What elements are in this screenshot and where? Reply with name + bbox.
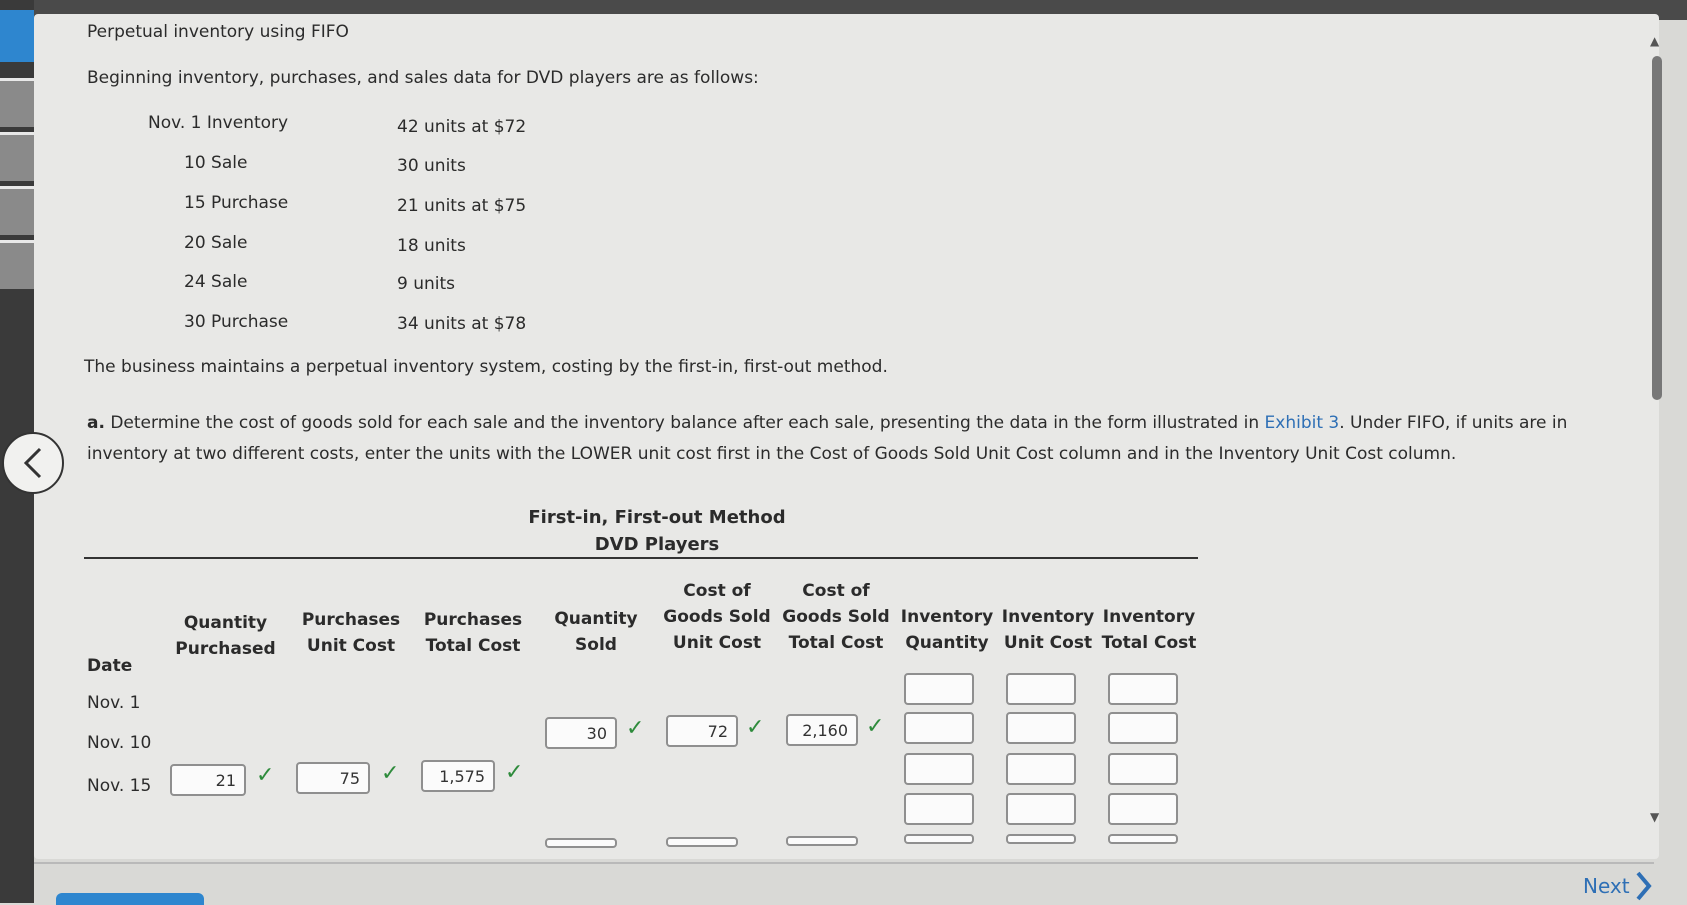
row-date: Nov. 1 <box>87 693 141 713</box>
table-subtitle: DVD Players <box>594 534 720 555</box>
col-header-inv-qty: Inventory Quantity <box>900 607 994 653</box>
inv-unit-cost-input[interactable] <box>1006 834 1076 844</box>
cogs-total-cost-input[interactable] <box>786 714 858 746</box>
sidebar-tab[interactable] <box>0 78 34 127</box>
sidebar-tab[interactable] <box>0 240 34 289</box>
cogs-unit-cost-input[interactable] <box>666 715 738 747</box>
col-header-date: Date <box>87 656 133 676</box>
inv-unit-cost-input[interactable] <box>1006 673 1076 705</box>
event-label: 15 Purchase <box>184 193 289 213</box>
problem-title: Perpetual inventory using FIFO <box>87 22 349 42</box>
event-label: 24 Sale <box>184 272 248 292</box>
sidebar-tab[interactable] <box>0 132 34 181</box>
exhibit-link[interactable]: Exhibit 3 <box>1264 413 1340 433</box>
check-icon: ✓ <box>256 763 275 788</box>
col-header-qty-purchased: Quantity Purchased <box>175 613 276 659</box>
footer-divider <box>34 862 1654 864</box>
chevron-right-icon <box>1634 870 1652 902</box>
footer-blue-tab[interactable] <box>56 893 204 905</box>
back-button[interactable] <box>2 432 64 494</box>
col-header-purch-unit-cost: Purchases Unit Cost <box>301 610 401 656</box>
purch-unit-cost-input[interactable] <box>296 762 370 794</box>
cogs-unit-cost-input[interactable] <box>666 837 738 847</box>
col-header-inv-unit-cost: Inventory Unit Cost <box>1001 607 1095 653</box>
sidebar-active-tab[interactable] <box>0 10 34 62</box>
problem-intro: Beginning inventory, purchases, and sales data for DVD players are as follows: <box>87 68 759 88</box>
inv-total-cost-input[interactable] <box>1108 793 1178 825</box>
row-date: Nov. 15 <box>87 776 152 796</box>
event-detail: 18 units <box>397 236 466 256</box>
event-detail: 34 units at $78 <box>397 314 527 334</box>
qty-sold-input[interactable] <box>545 717 617 749</box>
event-detail: 9 units <box>397 274 456 294</box>
inv-unit-cost-input[interactable] <box>1006 753 1076 785</box>
purch-total-cost-input[interactable] <box>421 760 495 792</box>
cogs-total-cost-input[interactable] <box>786 836 858 846</box>
row-date: Nov. 10 <box>87 733 152 753</box>
inv-qty-input[interactable] <box>904 753 974 785</box>
qty-purchased-input[interactable] <box>170 764 246 796</box>
event-detail: 42 units at $72 <box>397 117 527 137</box>
inv-total-cost-input[interactable] <box>1108 712 1178 744</box>
inv-qty-input[interactable] <box>904 793 974 825</box>
chevron-left-icon <box>18 445 48 481</box>
inv-total-cost-input[interactable] <box>1108 834 1178 844</box>
scroll-up-arrow-icon[interactable]: ▲ <box>1650 34 1660 48</box>
part-a-line-1 <box>87 413 1567 433</box>
inv-qty-input[interactable] <box>904 834 974 844</box>
sidebar-tab[interactable] <box>0 186 34 235</box>
event-label: 10 Sale <box>184 153 248 173</box>
col-header-qty-sold: Quantity Sold <box>554 609 638 655</box>
check-icon: ✓ <box>381 761 400 786</box>
part-a-text: . Under FIFO, if units are in <box>1339 413 1568 433</box>
col-header-cogs-unit-cost: Cost of Goods Sold Unit Cost <box>663 581 771 653</box>
event-detail: 21 units at $75 <box>397 196 527 216</box>
inv-qty-input[interactable] <box>904 673 974 705</box>
next-button[interactable] <box>1583 870 1652 902</box>
col-header-purch-total-cost: Purchases Total Cost <box>423 610 523 656</box>
event-label: 20 Sale <box>184 233 248 253</box>
check-icon: ✓ <box>746 715 765 740</box>
event-label: Nov. 1 Inventory <box>148 113 289 133</box>
check-icon: ✓ <box>505 760 524 785</box>
part-a-text: Determine the cost of goods sold for each sale and the inventory balance after each sale, presenting the data in the form illustrated in <box>110 413 1265 433</box>
scrollbar-thumb[interactable] <box>1652 56 1662 400</box>
scroll-down-arrow-icon[interactable]: ▼ <box>1650 810 1660 824</box>
system-note: The business maintains a perpetual inventory system, costing by the first-in, first-out method. <box>84 357 888 377</box>
check-icon: ✓ <box>866 714 885 739</box>
col-header-cogs-total-cost: Cost of Goods Sold Total Cost <box>782 581 890 653</box>
table-header-rule <box>84 557 1198 559</box>
inv-unit-cost-input[interactable] <box>1006 712 1076 744</box>
part-a-letter: a. <box>87 413 105 433</box>
event-label: 30 Purchase <box>184 312 289 332</box>
inv-unit-cost-input[interactable] <box>1006 793 1076 825</box>
next-label: Next <box>1583 874 1630 898</box>
inv-qty-input[interactable] <box>904 712 974 744</box>
check-icon: ✓ <box>626 716 645 741</box>
inv-total-cost-input[interactable] <box>1108 753 1178 785</box>
part-a-line-2: inventory at two different costs, enter the units with the LOWER unit cost first in the Cost of Goods Sold Unit Cost column and in the Inventory Unit Cost column. <box>87 444 1457 464</box>
event-detail: 30 units <box>397 156 466 176</box>
col-header-inv-total-cost: Inventory Total Cost <box>1101 607 1197 653</box>
inv-total-cost-input[interactable] <box>1108 673 1178 705</box>
table-title: First-in, First-out Method <box>528 507 786 528</box>
qty-sold-input[interactable] <box>545 838 617 848</box>
